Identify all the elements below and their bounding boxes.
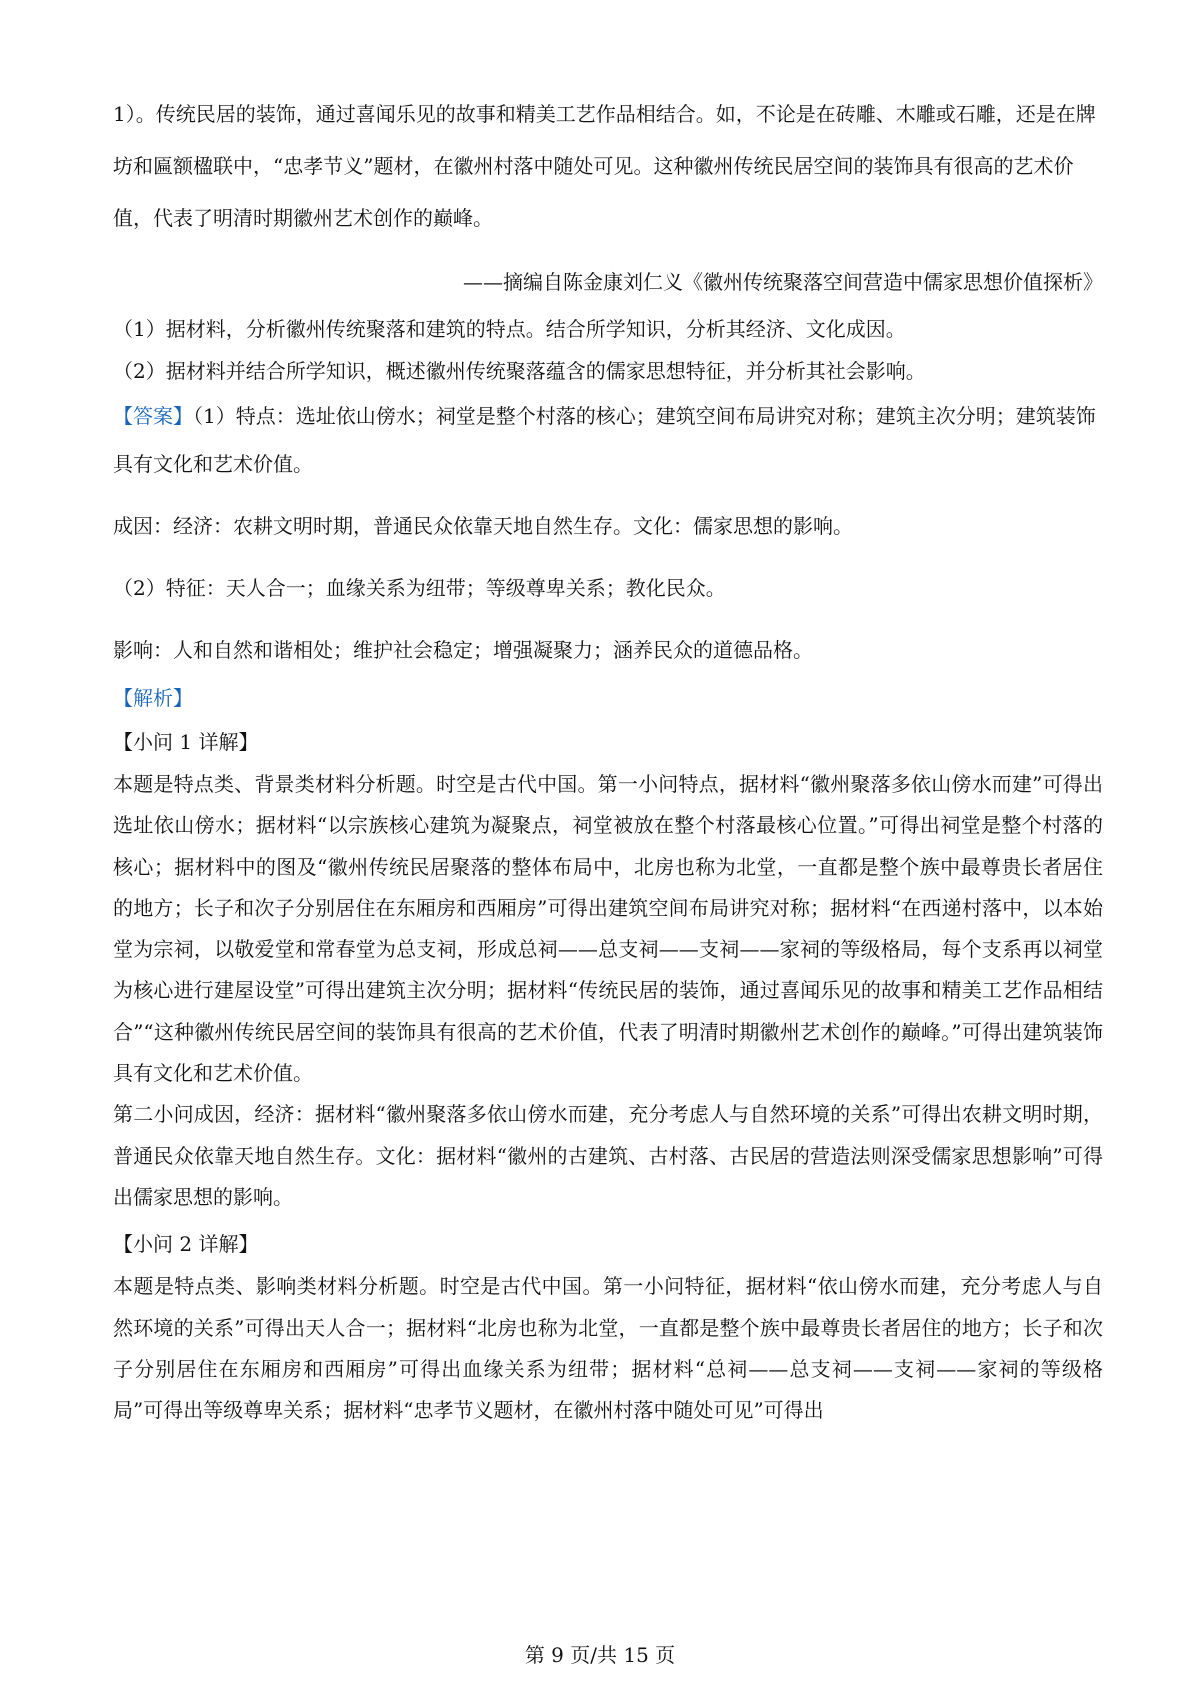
page-number: 第 9 页/共 15 页 [524,1643,676,1667]
question-1: （1）据材料，分析徽州传统聚落和建筑的特点。结合所学知识，分析其经济、文化成因。 [113,317,906,341]
material-paragraph: 1）。传统民居的装饰，通过喜闻乐见的故事和精美工艺作品相结合。如，不论是在砖雕、木雕或石雕，还是在牌坊和匾额楹联中，“忠孝节义”题材，在徽州村落中随处可见。这种徽州传统民居空间的装饰具有很高的艺术价值，代表了明清时期徽州艺术创作的巅峰。 [113,102,1096,230]
subquestion-1-title: 【小问 1 详解】 [113,730,259,754]
analysis-tag: 【解析】 [113,686,193,710]
answer-part1-features-text: （1）特点：选址依山傍水；祠堂是整个村落的核心；建筑空间布局讲究对称；建筑主次分明；建筑装饰具有文化和艺术价值。 [113,404,1096,476]
answer-part2-impact: 影响：人和自然和谐相处；维护社会稳定；增强凝聚力；涵养民众的道德品格。 [113,638,813,662]
answer-tag: 【答案】 [113,404,193,428]
question-2: （2）据材料并结合所学知识，概述徽州传统聚落蕴含的儒家思想特征，并分析其社会影响。 [113,359,926,383]
material-source: ——摘编自陈金康刘仁义《徽州传统聚落空间营造中儒家思想价值探析》 [463,270,1103,294]
analysis-sub1-paragraph-2: 第二小问成因，经济：据材料“徽州聚落多依山傍水而建，充分考虑人与自然环境的关系”可得出农耕文明时期，普通民众依靠天地自然生存。文化：据材料“徽州的古建筑、古村落、古民居的营造法则深受儒家思想影响”可得出儒家思想的影响。 [113,1102,1103,1209]
answer-part2-features: （2）特征：天人合一；血缘关系为纽带；等级尊卑关系；教化民众。 [113,576,726,600]
analysis-sub1-paragraph-1: 本题是特点类、背景类材料分析题。时空是古代中国。第一小问特点，据材料“徽州聚落多依山傍水而建”可得出选址依山傍水；据材料“以宗族核心建筑为凝聚点，祠堂被放在整个村落最核心位置。”可得出祠堂是整个村落的核心；据材料中的图及“徽州传统民居聚落的整体布局中，北房也称为北堂，一直都是整个族中最尊贵长者居住的地方；长子和次子分别居住在东厢房和西厢房”可得出建筑空间布局讲究对称；据材料“在西递村落中，以本始堂为宗祠，以敬爱堂和常春堂为总支祠，形成总祠——总支祠——支祠——家祠的等级格局，每个支系再以祠堂为核心进行建屋设堂”可得出建筑主次分明；据材料“传统民居的装饰，通过喜闻乐见的故事和精美工艺作品相结合”“这种徽州传统民居空间的装饰具有很高的艺术价值，代表了明清时期徽州艺术创作的巅峰。”可得出建筑装饰具有文化和艺术价值。 [113,772,1103,1086]
document-page [113,88,1103,1431]
subquestion-2-title: 【小问 2 详解】 [113,1232,259,1257]
answer-part1-causes: 成因：经济：农耕文明时期，普通民众依靠天地自然生存。文化：儒家思想的影响。 [113,514,853,538]
analysis-sub2-paragraph-1: 本题是特点类、影响类材料分析题。时空是古代中国。第一小问特征，据材料“依山傍水而建，充分考虑人与自然环境的关系”可得出天人合一；据材料“北房也称为北堂，一直都是整个族中最尊贵长者居住的地方；长子和次子分别居住在东厢房和西厢房”可得出血缘关系为纽带；据材料“总祠——总支祠——支祠——家祠的等级格局”可得出等级尊卑关系；据材料“忠孝节义题材，在徽州村落中随处可见”可得出 [113,1274,1103,1423]
answer-part1-features [113,392,1103,488]
